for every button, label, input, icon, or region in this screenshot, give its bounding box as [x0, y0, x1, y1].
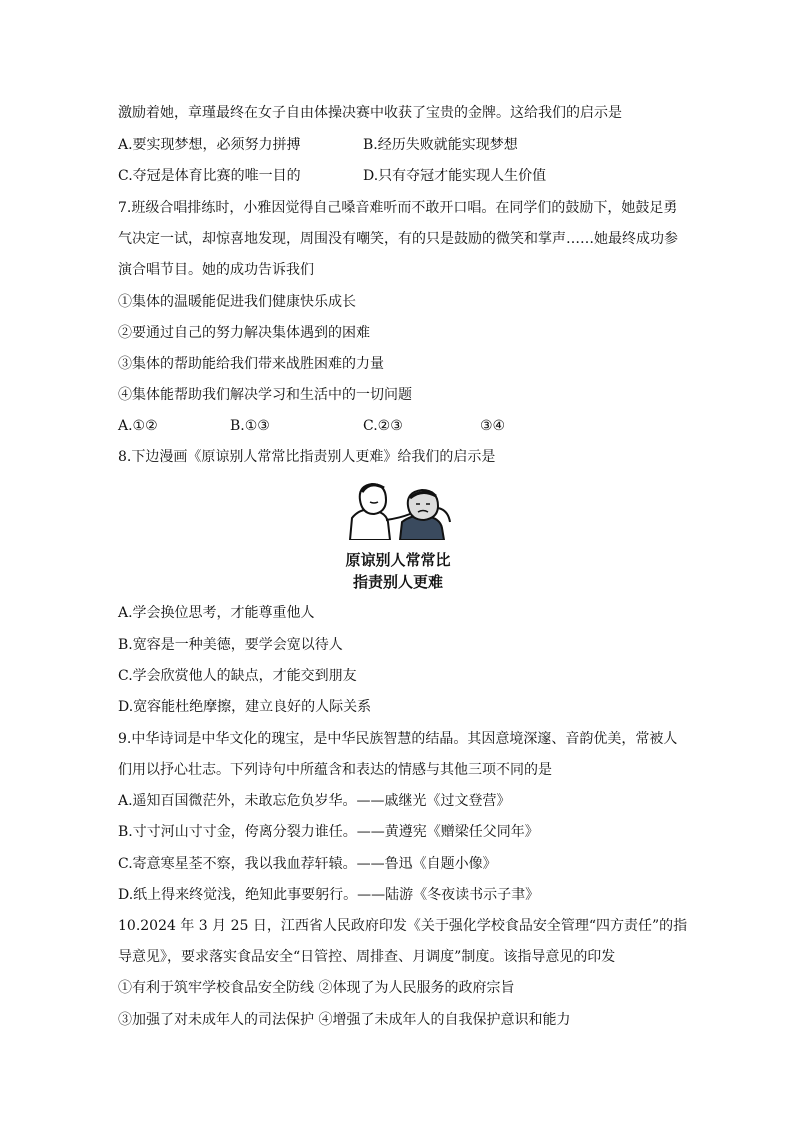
- q7-option-c: C.②③: [363, 418, 403, 434]
- q7-stem-1: 7.班级合唱排练时，小雅因觉得自己嗓音难听而不敢开口唱。在同学们的鼓励下，她鼓足勇: [118, 200, 678, 216]
- q9-option-b: B.寸寸河山寸寸金，侉离分裂力谁任。——黄遵宪《赠梁任父同年》: [118, 824, 539, 840]
- q8-option-c: C.学会欣赏他人的缺点，才能交到朋友: [118, 668, 357, 684]
- q7-stem-2: 气决定一试，却惊喜地发现，周围没有嘲笑，有的只是鼓励的微笑和掌声……她最终成功参: [118, 231, 678, 247]
- q6-option-d: D.只有夺冠才能实现人生价值: [363, 168, 547, 184]
- q7-statement-2: ②要通过自己的努力解决集体遇到的困难: [118, 325, 370, 341]
- q9-stem-2: 们用以抒心壮志。下列诗句中所蕴含和表达的情感与其他三项不同的是: [118, 762, 552, 778]
- q7-option-d: ③④: [480, 418, 506, 434]
- q9-option-c: C.寄意寒星荃不察，我以我血荐轩辕。——鲁迅《自题小像》: [118, 856, 497, 872]
- q9-option-d: D.纸上得来终觉浅，绝知此事要躬行。——陆游《冬夜读书示子聿》: [118, 887, 540, 903]
- q6-option-b: B.经历失败就能实现梦想: [363, 137, 518, 153]
- q7-stem-3: 演合唱节目。她的成功告诉我们: [118, 262, 314, 278]
- q8-option-a: A.学会换位思考，才能尊重他人: [118, 605, 315, 621]
- q10-statements-2: ③加强了对未成年人的司法保护 ④增强了未成年人的自我保护意识和能力: [118, 1012, 571, 1028]
- q6-stem-tail: 激励着她，章瑾最终在女子自由体操决赛中收获了宝贵的金牌。这给我们的启示是: [118, 105, 622, 121]
- q7-option-a: A.①②: [118, 418, 158, 434]
- q8-option-b: B.宽容是一种美德，要学会宽以待人: [118, 637, 343, 653]
- cartoon-caption-line-1: 原谅别人常常比: [345, 551, 451, 569]
- cartoon-illustration: [330, 478, 464, 540]
- q7-option-b: B.①③: [230, 418, 270, 434]
- q9-stem-1: 9.中华诗词是中华文化的瑰宝，是中华民族智慧的结晶。其因意境深邃、音韵优美，常被人: [118, 731, 678, 747]
- q7-statement-1: ①集体的温暖能促进我们健康快乐成长: [118, 294, 356, 310]
- q6-option-a: A.要实现梦想，必须努力拼搏: [118, 137, 301, 153]
- q8-stem: 8.下边漫画《原谅别人常常比指责别人更难》给我们的启示是: [118, 449, 496, 465]
- q10-stem-2: 导意见》，要求落实食品安全“日管控、周排查、月调度”制度。该指导意见的印发: [118, 949, 616, 965]
- q9-option-a: A.遥知百国微茫外，未敢忘危负岁华。——戚继光《过文登营》: [118, 793, 511, 809]
- cartoon-caption-line-2: 指责别人更难: [352, 573, 443, 591]
- q8-option-d: D.宽容能杜绝摩擦，建立良好的人际关系: [118, 699, 372, 715]
- q10-statements-1: ①有利于筑牢学校食品安全防线 ②体现了为人民服务的政府宗旨: [118, 980, 515, 996]
- q10-stem-1: 10.2024 年 3 月 25 日，江西省人民政府印发《关于强化学校食品安全管理“四方责任”的指: [118, 918, 688, 934]
- q6-option-c: C.夺冠是体育比赛的唯一目的: [118, 168, 301, 184]
- q7-statement-3: ③集体的帮助能给我们带来战胜困难的力量: [118, 356, 384, 372]
- q7-statement-4: ④集体能帮助我们解决学习和生活中的一切问题: [118, 387, 412, 403]
